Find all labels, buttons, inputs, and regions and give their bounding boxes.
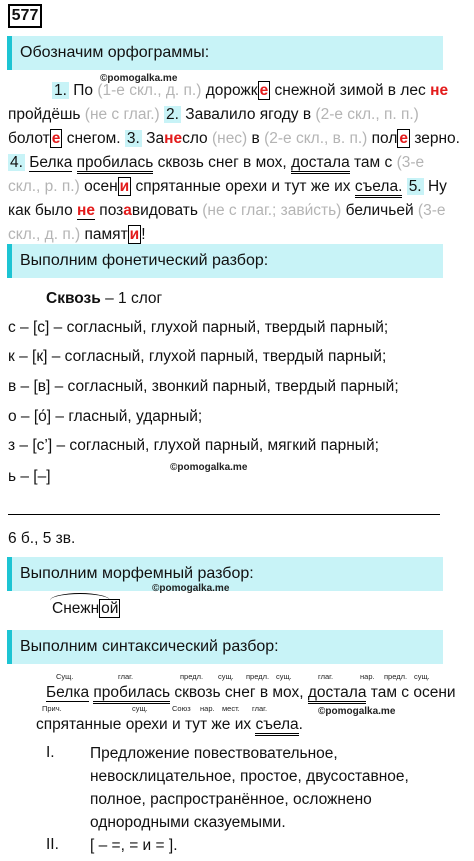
syntax-line-1: Белка пробилась сквозь снег в мох, достала там с осени bbox=[46, 684, 456, 702]
morpheme-root: Снежн bbox=[52, 600, 99, 617]
pos-annotation: Прич. bbox=[42, 704, 62, 713]
phonetic-row: з – [с’] – согласный, глухой парный, мягкий парный; bbox=[8, 437, 379, 454]
pos-annotation: глаг. bbox=[118, 672, 134, 681]
pos-annotation: Сущ. bbox=[56, 672, 74, 681]
phonetic-row: о – [о́] – гласный, ударный; bbox=[8, 408, 203, 425]
analysis-item-text: [ – =, = и = ]. bbox=[90, 837, 178, 854]
text-line-3: болот е снегом. 3. Занесло (нес) в (2-е скл., в. п.) пол е зерно. bbox=[8, 130, 460, 147]
phonetic-row: к – [к] – согласный, глухой парный, твердый парный; bbox=[8, 348, 387, 365]
section-phonetic-header: Выполним фонетический разбор: bbox=[7, 244, 443, 278]
morpheme-word bbox=[52, 600, 120, 618]
phonetic-row: ь – [–] bbox=[8, 468, 51, 485]
analysis-item-number: II. bbox=[46, 836, 59, 853]
pos-annotation: предл. bbox=[246, 672, 270, 681]
analysis-item-number: I. bbox=[46, 744, 55, 761]
pos-annotation: сущ. bbox=[276, 672, 292, 681]
root-arc bbox=[50, 593, 110, 608]
pos-annotation: сущ. bbox=[218, 672, 234, 681]
phonetic-row: в – [в] – согласный, звонкий парный, твердый парный; bbox=[8, 378, 399, 395]
syntax-line-2: спрятанные орехи и тут же их съела. bbox=[36, 716, 303, 734]
pos-annotation: сущ. bbox=[414, 672, 430, 681]
text-line-6: как было не позавидовать (не с глаг.; зави́сть) беличьей (3-е bbox=[8, 202, 446, 219]
text-line-7: скл., д. п.) памят и ! bbox=[8, 226, 146, 243]
text-line-2: пройдёшь (не с глаг.) 2. Завалило ягоду в (2-е скл., п. п.) bbox=[8, 106, 419, 123]
phonetic-word: Сквозь – 1 слог bbox=[46, 290, 163, 307]
divider bbox=[8, 514, 440, 515]
analysis-item-text: Предложение повествовательное, невосклицательное, простое, двусоставное, полное, распространённое, осложнено однородными сказуемыми. bbox=[90, 745, 409, 831]
section-morphemic-header: Выполним морфемный разбор: bbox=[7, 557, 443, 591]
exercise-number: 577 bbox=[8, 4, 42, 28]
phonetic-summary: 6 б., 5 зв. bbox=[8, 530, 76, 547]
pos-annotation: предл. bbox=[180, 672, 204, 681]
pos-annotation: сущ. bbox=[132, 704, 148, 713]
pos-annotation: глаг. bbox=[318, 672, 334, 681]
phonetic-row: с – [с] – согласный, глухой парный, твердый парный; bbox=[8, 319, 389, 336]
pos-annotation: Союз bbox=[172, 704, 191, 713]
watermark: ©pomogalka.me bbox=[100, 73, 178, 84]
pos-annotation: нар. bbox=[360, 672, 375, 681]
section-syntactic-header: Выполним синтаксический разбор: bbox=[7, 630, 443, 664]
watermark: ©pomogalka.me bbox=[318, 706, 396, 717]
text-line-1: 1. По (1-е скл., д. п.) дорожк е снежной зимой в лес не bbox=[54, 82, 449, 99]
pos-annotation: предл. bbox=[384, 672, 408, 681]
watermark: ©pomogalka.me bbox=[170, 462, 248, 473]
section-orthograms-header: Обозначим орфограммы: bbox=[7, 36, 443, 70]
morpheme-ending: ой bbox=[101, 600, 119, 617]
watermark: ©pomogalka.me bbox=[152, 583, 230, 594]
text-line-5: скл., р. п.) осен и спрятанные орехи и тут же их съела. 5. Ну bbox=[8, 178, 447, 196]
pos-annotation: мест. bbox=[222, 704, 240, 713]
pos-annotation: глаг. bbox=[252, 704, 268, 713]
pos-annotation: нар. bbox=[200, 704, 215, 713]
text-line-4: 4. Белка пробилась сквозь снег в мох, достала там с (3-е bbox=[8, 154, 424, 172]
